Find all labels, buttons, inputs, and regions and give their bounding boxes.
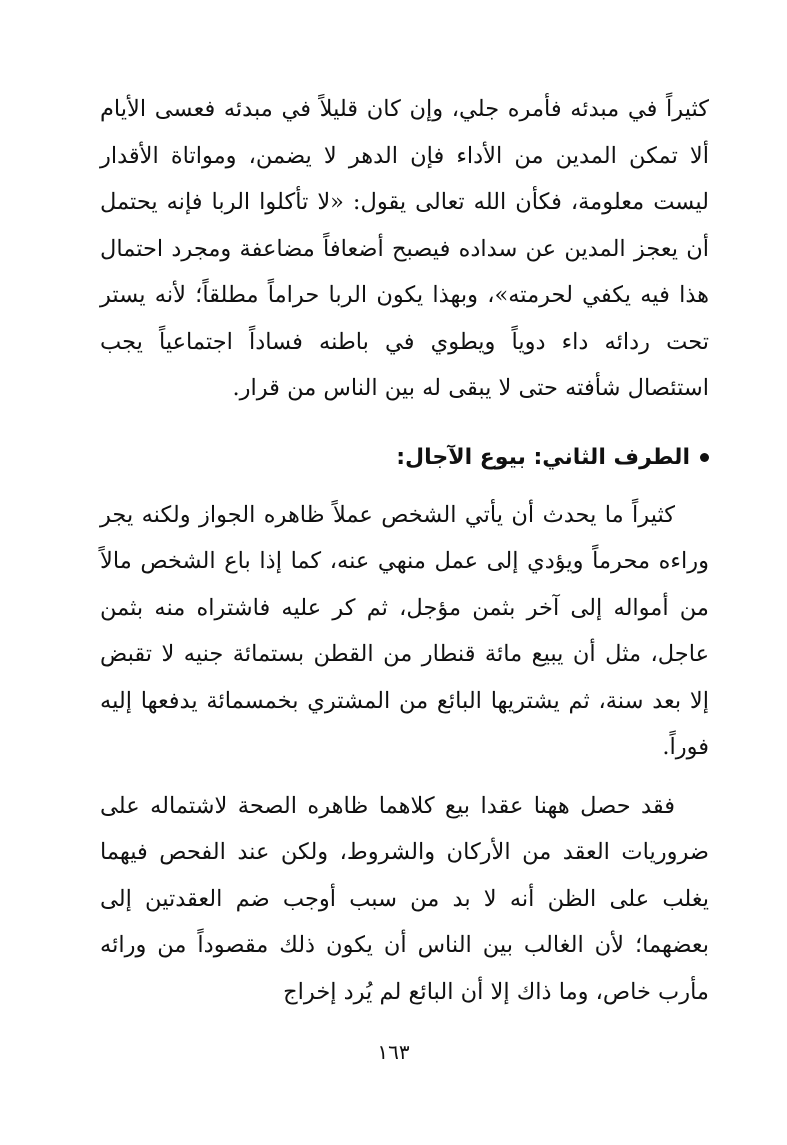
- bullet-icon: [700, 453, 709, 462]
- section-heading: [100, 438, 709, 478]
- paragraph-3: فقد حصل ههنا عقدا بيع كلاهما ظاهره الصحة لاشتماله على ضروريات العقد من الأركان والشروط، ولكن عند الفحص فيهما يغلب على الظن أنه لا بد من سبب أوجب ضم العقدتين إلى بعضهما؛ لأن الغالب بين الناس أن يكون ذلك مقصوداً من ورائه مأرب خاص، وما ذاك إلا أن البائع لم يُرد إخراج: [100, 792, 709, 1005]
- section-heading-text: الطرف الثاني: بيوع الآجال:: [396, 444, 690, 470]
- paragraph-1: كثيراً في مبدئه فأمره جلي، وإن كان قليلاً في مبدئه فعسى الأيام ألا تمكن المدين من الأداء فإن الدهر لا يضمن، ومواتاة الأقدار ليست معلومة، فكأن الله تعالى يقول: «لا تأكلوا الربا فإنه يحتمل أن يعجز المدين عن سداده فيصبح أضعافاً مضاعفة ومجرد احتمال هذا فيه يكفي لحرمته»، وبهذا يكون الربا حراماً مطلقاً؛ لأنه يستر تحت ردائه داء دوياً ويطوي في باطنه فساداً اجتماعياً يجب استئصال شأفته حتى لا يبقى له بين الناس من قرار.: [100, 96, 709, 401]
- page-number: ١٦٣: [377, 1040, 410, 1064]
- page-body: [100, 86, 709, 1015]
- paragraph-2: كثيراً ما يحدث أن يأتي الشخص عملاً ظاهره الجواز ولكنه يجر وراءه محرماً ويؤدي إلى عمل منهي عنه، كما إذا باع الشخص مالاً من أمواله إلى آخر بثمن مؤجل، ثم كر عليه فاشتراه منه بثمن عاجل، مثل أن يبيع مائة قنطار من القطن بستمائة جنيه لا تقبض إلا بعد سنة، ثم يشتريها البائع من المشتري بخمسمائة يدفعها إليه فوراً.: [100, 501, 709, 760]
- spacer: [100, 412, 709, 438]
- spacer: [100, 771, 709, 783]
